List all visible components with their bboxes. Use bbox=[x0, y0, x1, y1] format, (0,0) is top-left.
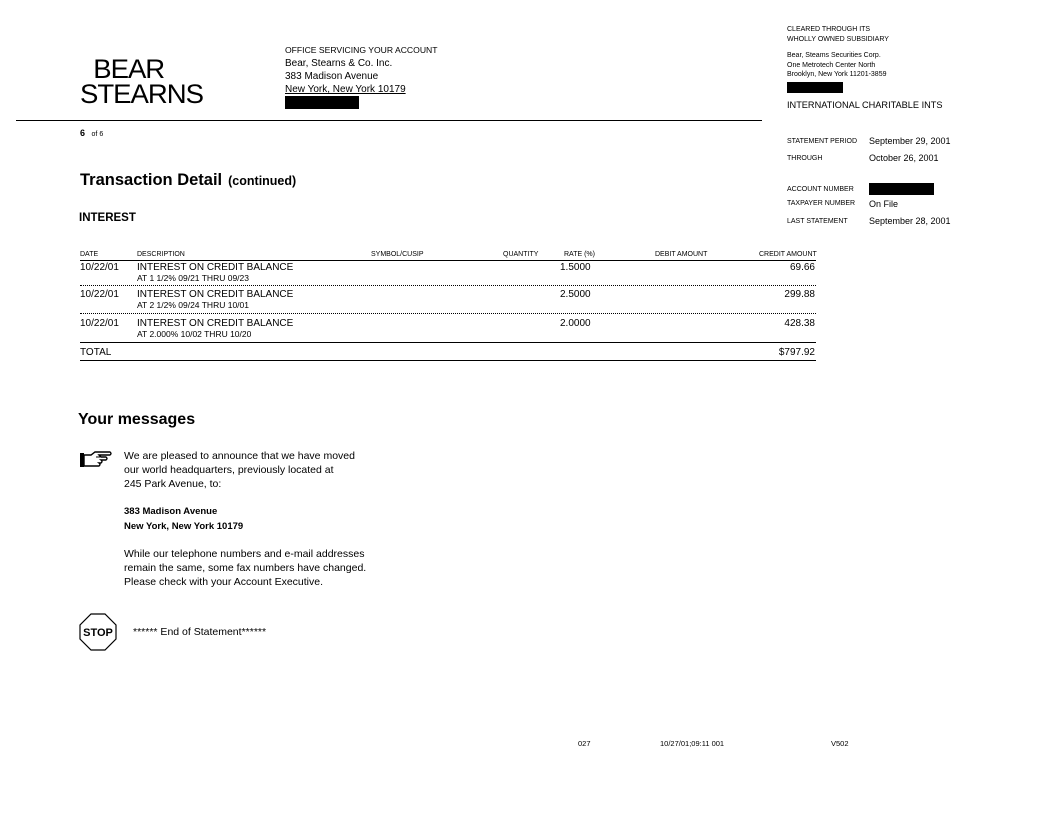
row-separator bbox=[80, 313, 816, 314]
page-title bbox=[80, 171, 296, 190]
col-header-date: DATE bbox=[80, 251, 99, 258]
col-header-quantity: QUANTITY bbox=[503, 251, 539, 258]
account-name: INTERNATIONAL CHARITABLE INTS bbox=[787, 100, 943, 110]
footer-code-1: 027 bbox=[578, 739, 591, 748]
clearing-block bbox=[787, 25, 943, 111]
title-continued: (continued) bbox=[228, 174, 297, 188]
page-of: of 6 bbox=[91, 131, 104, 138]
row1-description: INTEREST ON CREDIT BALANCE bbox=[137, 262, 294, 273]
row-separator bbox=[80, 285, 816, 286]
taxpayer-label: TAXPAYER NUMBER bbox=[787, 200, 856, 207]
row3-date: 10/22/01 bbox=[80, 318, 119, 329]
total-rule-top bbox=[80, 342, 816, 343]
office-heading: OFFICE SERVICING YOUR ACCOUNT bbox=[285, 45, 438, 55]
message-line: remain the same, some fax numbers have changed. bbox=[124, 562, 367, 574]
logo-line-1: BEAR bbox=[93, 54, 165, 84]
message-paragraph-1 bbox=[124, 449, 355, 491]
row2-date: 10/22/01 bbox=[80, 289, 119, 300]
row3-rate: 2.0000 bbox=[560, 318, 591, 329]
logo-line-2: STEARNS bbox=[80, 79, 203, 109]
col-header-credit: CREDIT AMOUNT bbox=[759, 251, 817, 258]
stop-sign-icon bbox=[79, 613, 117, 651]
address-line-2: New York, New York 10179 bbox=[124, 521, 244, 532]
row1-detail: AT 1 1/2% 09/21 THRU 09/23 bbox=[137, 273, 249, 283]
bear-stearns-logo bbox=[80, 54, 203, 109]
title-main: Transaction Detail bbox=[80, 171, 223, 189]
account-number-label: ACCOUNT NUMBER bbox=[787, 186, 854, 193]
header-divider bbox=[16, 120, 762, 121]
col-header-rate: RATE (%) bbox=[564, 251, 595, 258]
row1-rate: 1.5000 bbox=[560, 262, 591, 273]
row1-date: 10/22/01 bbox=[80, 262, 119, 273]
taxpayer-value: On File bbox=[869, 199, 899, 209]
end-of-statement: ****** End of Statement****** bbox=[133, 626, 267, 638]
row2-detail: AT 2 1/2% 09/24 THRU 10/01 bbox=[137, 300, 249, 310]
total-rule-bottom bbox=[80, 360, 816, 361]
office-line-3: New York, New York 10179 bbox=[285, 84, 406, 95]
pointing-hand-icon bbox=[79, 450, 113, 475]
row3-credit: 428.38 bbox=[784, 318, 815, 329]
clearing-line-5: Brooklyn, New York 11201-3859 bbox=[787, 71, 887, 78]
row2-rate: 2.5000 bbox=[560, 289, 591, 300]
col-header-description: DESCRIPTION bbox=[137, 251, 185, 258]
account-number-redaction bbox=[869, 183, 934, 195]
clearing-line-3: Bear, Steams Securities Corp. bbox=[787, 52, 881, 59]
col-header-debit: DEBIT AMOUNT bbox=[655, 251, 708, 258]
row2-credit: 299.88 bbox=[784, 289, 815, 300]
message-address bbox=[124, 504, 243, 534]
last-statement-label: LAST STATEMENT bbox=[787, 218, 848, 225]
through-value: October 26, 2001 bbox=[869, 153, 939, 163]
footer-code-3: V502 bbox=[831, 739, 849, 748]
page-current: 6 bbox=[80, 128, 86, 138]
last-statement-value: September 28, 2001 bbox=[869, 216, 951, 226]
message-line: 245 Park Avenue, to: bbox=[124, 478, 222, 490]
row3-detail: AT 2.000% 10/02 THRU 10/20 bbox=[137, 329, 252, 339]
section-heading: INTEREST bbox=[79, 212, 136, 224]
messages-heading: Your messages bbox=[78, 411, 196, 428]
footer-code-2: 10/27/01;09:11 001 bbox=[660, 739, 725, 748]
message-line: Please check with your Account Executive. bbox=[124, 576, 324, 588]
header-rule bbox=[80, 260, 816, 261]
total-value: $797.92 bbox=[778, 347, 815, 358]
row2-description: INTEREST ON CREDIT BALANCE bbox=[137, 289, 294, 300]
statement-period-value: September 29, 2001 bbox=[869, 136, 951, 146]
office-line-1: Bear, Stearns & Co. Inc. bbox=[285, 58, 393, 69]
statement-period-label: STATEMENT PERIOD bbox=[787, 138, 858, 145]
page-indicator bbox=[80, 128, 103, 138]
through-label: THROUGH bbox=[787, 155, 823, 162]
clearing-line-1: CLEARED THROUGH ITS bbox=[787, 26, 871, 33]
message-paragraph-2 bbox=[124, 547, 366, 589]
col-header-symbol: SYMBOL/CUSIP bbox=[371, 251, 424, 258]
redaction-bar bbox=[285, 96, 359, 109]
message-line: our world headquarters, previously located at bbox=[124, 464, 334, 476]
row3-description: INTEREST ON CREDIT BALANCE bbox=[137, 318, 294, 329]
message-line: While our telephone numbers and e-mail addresses bbox=[124, 548, 365, 560]
total-label: TOTAL bbox=[80, 347, 112, 358]
clearing-line-4: One Metrotech Center North bbox=[787, 61, 876, 69]
message-line: We are pleased to announce that we have moved bbox=[124, 450, 355, 462]
redaction-bar bbox=[787, 82, 843, 93]
clearing-line-2: WHOLLY OWNED SUBSIDIARY bbox=[787, 35, 889, 43]
row1-credit: 69.66 bbox=[789, 262, 815, 273]
address-line-1: 383 Madison Avenue bbox=[124, 506, 218, 517]
office-line-2: 383 Madison Avenue bbox=[285, 71, 379, 82]
stop-sign-text: STOP bbox=[83, 627, 113, 639]
office-block bbox=[285, 44, 437, 113]
